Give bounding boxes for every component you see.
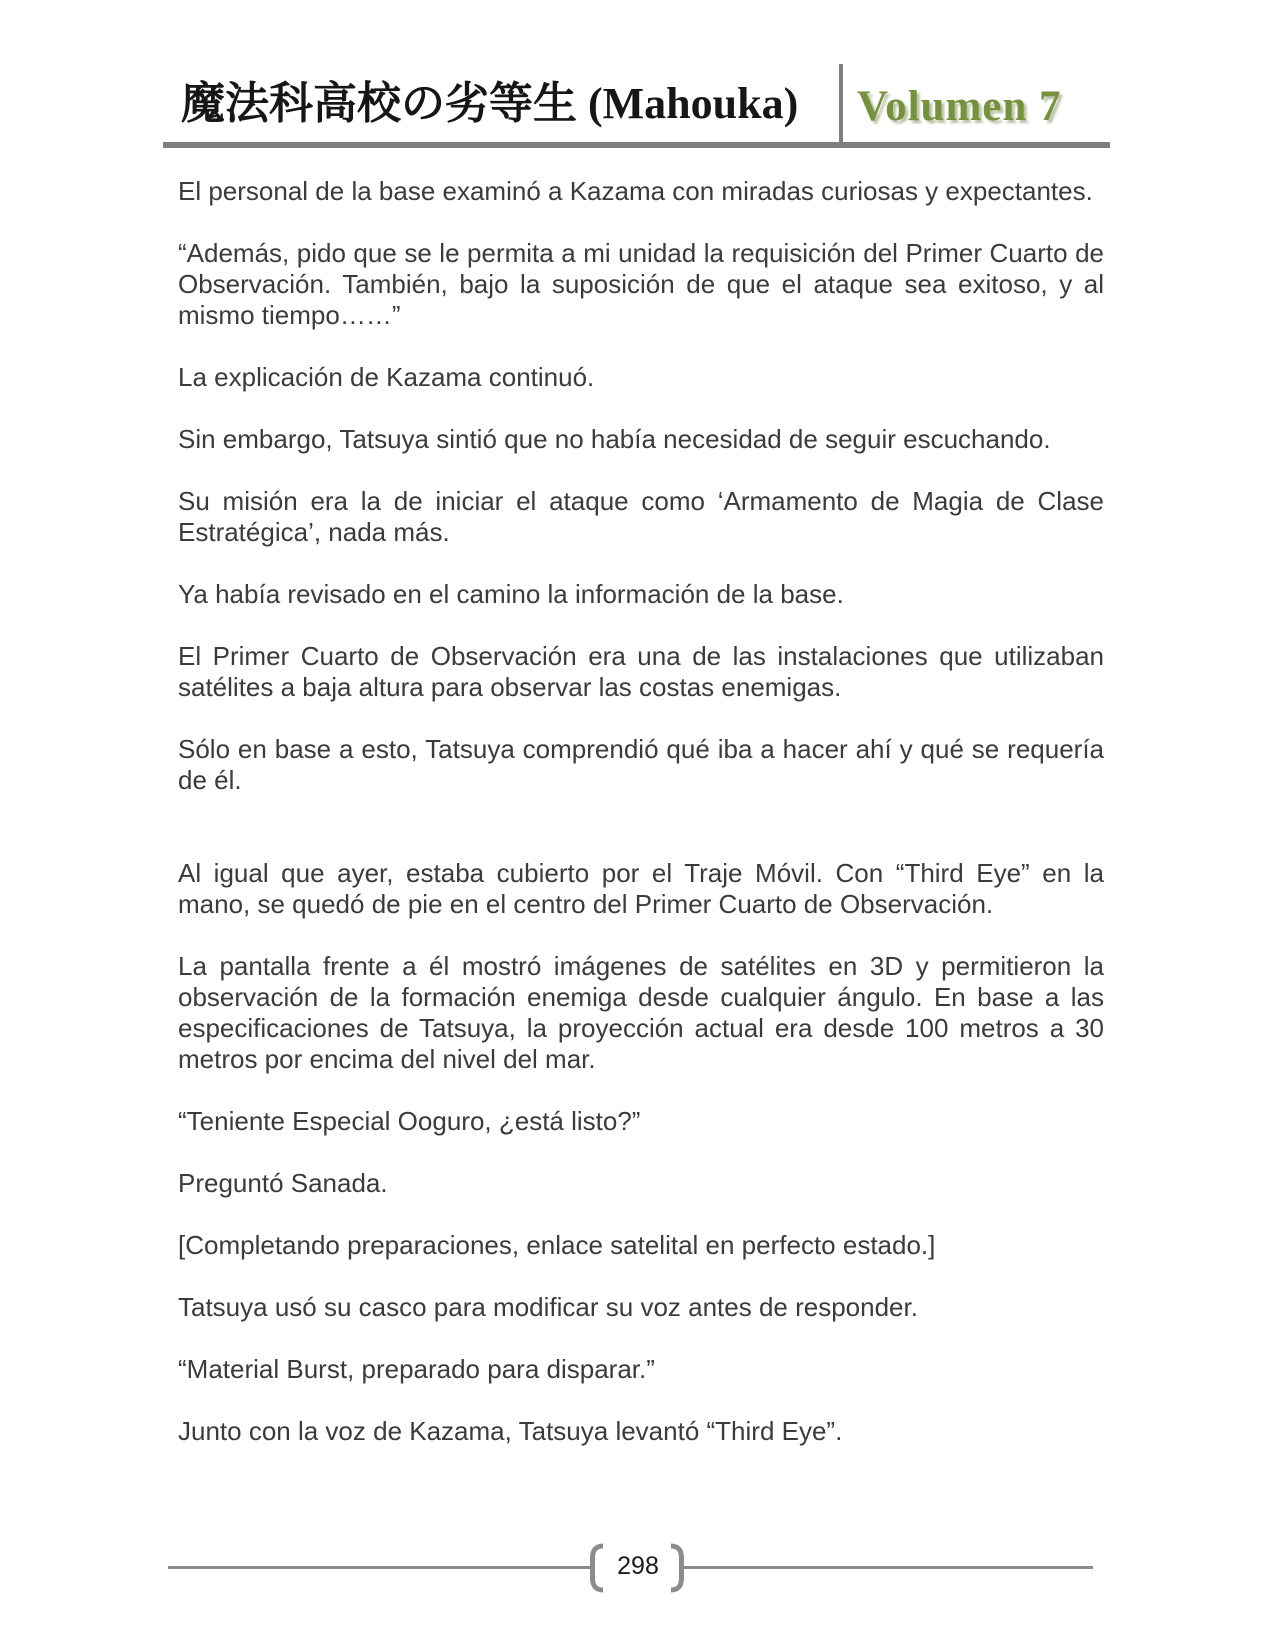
- volume-label: Volumen 7: [857, 83, 1062, 130]
- paragraph: “Además, pido que se le permita a mi unidad la requisición del Primer Cuarto de Observación. También, bajo la suposición de que el ataque sea exitoso, y al mismo tiempo……”: [178, 238, 1104, 330]
- paragraph: Junto con la voz de Kazama, Tatsuya levantó “Third Eye”.: [178, 1416, 843, 1446]
- paragraph: “Material Burst, preparado para disparar.”: [178, 1354, 655, 1384]
- footer-rule-left: [168, 1566, 590, 1569]
- paragraph: Sólo en base a esto, Tatsuya comprendió qué iba a hacer ahí y qué se requería de él.: [178, 734, 1104, 795]
- page-number-bracket-right-icon: [669, 1543, 685, 1593]
- paragraph: El personal de la base examinó a Kazama con miradas curiosas y expectantes.: [178, 176, 1093, 206]
- paragraph: Su misión era la de iniciar el ataque como ‘Armamento de Magia de Clase Estratégica’, nada más.: [178, 486, 1104, 547]
- paragraph: Preguntó Sanada.: [178, 1168, 388, 1198]
- paragraph: Tatsuya usó su casco para modificar su voz antes de responder.: [178, 1292, 918, 1322]
- header-divider: [839, 64, 843, 148]
- paragraph: El Primer Cuarto de Observación era una de las instalaciones que utilizaban satélites a baja altura para observar las costas enemigas.: [178, 641, 1104, 702]
- paragraph: La pantalla frente a él mostró imágenes de satélites en 3D y permitieron la observación de la formación enemiga desde cualquier ángulo. En base a las especificaciones de Tatsuya, la proyección actual era desde 100 metros a 30 metros por encima del nivel del mar.: [178, 951, 1104, 1074]
- header-rule: [163, 142, 1110, 148]
- paragraph: “Teniente Especial Ooguro, ¿está listo?”: [178, 1106, 641, 1136]
- paragraph: Sin embargo, Tatsuya sintió que no había necesidad de seguir escuchando.: [178, 424, 1051, 454]
- page-number: 298: [617, 1552, 659, 1580]
- paragraph: Ya había revisado en el camino la información de la base.: [178, 579, 844, 609]
- footer-rule-right: [684, 1566, 1093, 1569]
- paragraph: [Completando preparaciones, enlace satelital en perfecto estado.]: [178, 1230, 936, 1260]
- paragraph: Al igual que ayer, estaba cubierto por el Traje Móvil. Con “Third Eye” en la mano, se quedó de pie en el centro del Primer Cuarto de Observación.: [178, 858, 1104, 919]
- book-title: 魔法科高校の劣等生 (Mahouka): [181, 79, 799, 128]
- body-text: [178, 176, 1104, 1478]
- paragraph: La explicación de Kazama continuó.: [178, 362, 595, 392]
